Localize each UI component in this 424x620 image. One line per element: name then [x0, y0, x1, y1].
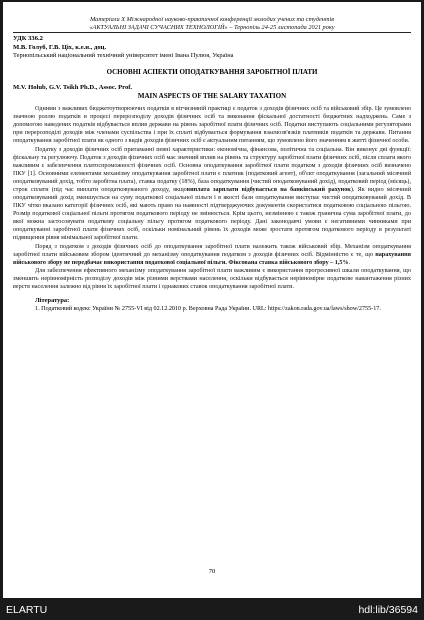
paragraph-4: Для забезпечення ефективного механізму оподаткування заробітної плати важливим є використання прогресивної шкали оподаткування, що зменшить нерівномірність розподілу доходів між різними верствами населення, оскільки відбувається нерівномірне податкове навантаження різних верств населення залежно від рівня їх заробітної плати і однакових ставок оподаткування заробітної плати.: [13, 268, 411, 291]
paragraph-3-part-c: .: [348, 259, 351, 266]
conference-header: [13, 16, 411, 31]
affiliation: Тернопільський національний технічний університет імені Івана Пулюя, Україна: [13, 52, 234, 59]
reference-item: 1. Податковий кодекс України № 2755-VI від 02.12.2010 р. Верховна Рада України. URL: https://zakon.rada.gov.ua/laws/show/2755-17.: [35, 306, 381, 313]
udk-code: УДК 336.2: [13, 35, 43, 43]
document-page: [3, 2, 421, 598]
title-en: MAIN ASPECTS OF THE SALARY TAXATION: [137, 91, 287, 100]
page-content: [13, 2, 411, 314]
paragraph-3: [13, 244, 411, 268]
paragraph-2-part-a: Податку з доходів фізичних осіб притаманні певні характеристики: економічна, фінансова, політична та соціальна. Він виконує дві функції: фіскальну та регулюючу. Податок з доходів фізичних осіб має значний вплив на рівень та структуру заробітної плати фізичних осіб, після сплати якого важливим є забезпечення платоспроможності фізичних осіб. Основна оподаткування заробітної плати податком з доходів фізичних осіб визначено ПКУ [1]. Основними елементами механізму оподаткування заробітної плати є платник (податковий агент), об'єкт оподаткування (загальний місячний оподатковуваний дохід, тобто заробітна плата), ставка податку (18%), база оподаткування (чистий оподатковуваний дохід), податковий період (місяць), строк сплати (під час виплати оподатковуваного доходу, якщо: [13, 147, 411, 193]
authors-en: M.V. Holub, G.V. Tsikh Ph.D., Assoc. Prof.: [13, 83, 133, 91]
paragraph-3-part-a: Поряд з податком з доходів фізичних осіб до оподаткування заробітної плати належить також військовий збір. Механізм оподаткування заробітної плати військовим збором ідентичний до механізму оподаткування податком з доходів фізичних осіб. Відмінністю є те, що: [13, 243, 411, 258]
authors-ua: М.В. Голуб, Г.В. Ціх, к.е.н., доц.: [13, 43, 107, 51]
header-line-1: Матеріали Х Міжнародної науково-практичної конференції молодих учених та студентів: [90, 16, 334, 23]
paragraph-3-bold: нарахування військового збору не передбачає використання податкової соціальної пільги. Фіксована ставка військового збору – 1,5%: [13, 251, 411, 266]
paragraph-2: [13, 147, 411, 242]
paragraph-1: Одними з важливих бюджетоутворюючих податків в вітчизняній практиці є податок з доходів фізичних осіб та військовий збір. Це зумовлено значною роллю податків в процесі перерозподілу доходів фізичних осіб та виконання фіскальної достатності бюджетних надходжень. Саме з допомогою наведених податків відбувається вплив держави на рівень заробітної плати фізичних осіб. Податки виступають соціальними регуляторами при перерозподілі доходів між членами суспільства і при їх сплаті відбувається формування взаємозв'язків платників податків та держави. Питання оподаткування заробітної плати як одного з видів доходів фізичних осіб є актуальним питанням, що зумовлено його значенням в житті фізичної особи.: [13, 106, 411, 145]
footer-handle-label: hdl:lib/36594: [358, 604, 418, 616]
footer-repository-label: ELARTU: [6, 604, 48, 616]
paragraph-2-bold: виплата зарплати відбувається на банківський рахунок: [186, 186, 351, 193]
header-divider: [13, 32, 411, 33]
header-line-2: «АКТУАЛЬНІ ЗАДАЧІ СУЧАСНИХ ТЕХНОЛОГІЙ» – Тернопіль 24-25 листопада 2021 року: [89, 23, 335, 31]
paragraph-2-part-c: ). Як видно місячний оподатковуваний дохід зменшується на суму податкової соціальної пільги і в якості бази оподаткування виступає чистий оподатковуваний дохід. В ПКУ чітко вказано категорії фізичних осіб, які мають право на наявності підтверджуючих документів скористатися податковою соціальною пільгою. Розмір податкової соціальної пільги протягом податкового періоду не змінюється. Крім цього, незмінною є також гранична сума заробітної плати, до якої можна застосовувати податкову соціальну пільгу протягом податкового періоду. Дані законодавчі умови є негативними чинниками при оподаткуванні заробітної плати фізичних осіб, оскільки номінальний рівень їх доходів може зростати протягом податкового періоду в результаті підвищення рівня мінімальної заробітної плати.: [13, 186, 412, 241]
title-ua: ОСНОВНІ АСПЕКТИ ОПОДАТКУВАННЯ ЗАРОБІТНОЇ ПЛАТИ: [106, 67, 318, 76]
page-number: 70: [208, 568, 216, 575]
literature-heading: Література:: [35, 297, 70, 305]
